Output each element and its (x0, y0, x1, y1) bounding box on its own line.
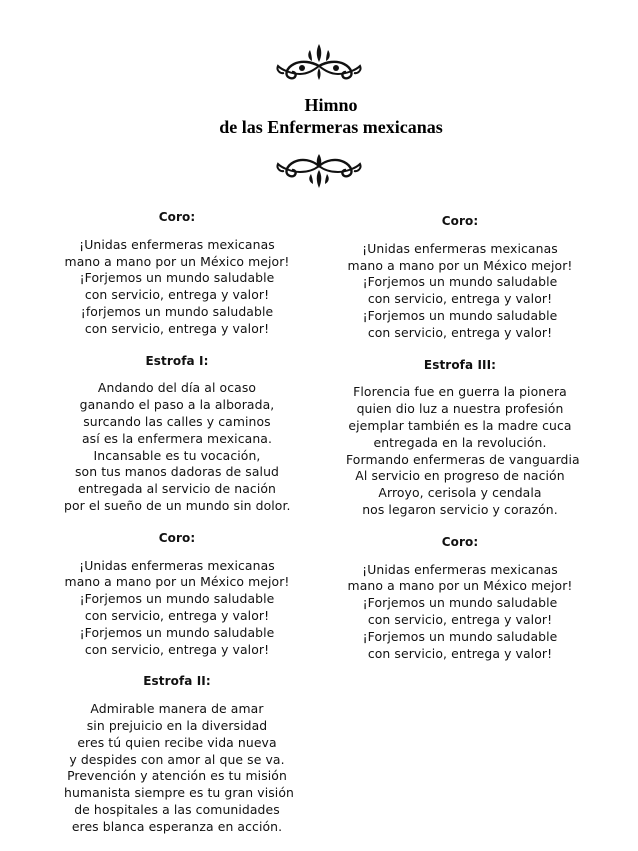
verse-line: con servicio, entrega y valor! (367, 645, 553, 661)
verse-line: con servicio, entrega y valor! (367, 611, 553, 627)
stanza-heading: Coro: (441, 214, 479, 228)
verse-line: surcando las calles y caminos (83, 413, 271, 429)
verse-line: de hospitales a las comunidades (74, 801, 280, 817)
verse-line: Al servicio en progreso de nación (355, 468, 565, 484)
stanza (64, 209, 290, 338)
stanza-heading: Estrofa I: (145, 353, 209, 368)
verse-line: ¡Forjemos un mundo saludable (79, 591, 275, 607)
verse-line: son tus manos dadoras de salud (74, 464, 280, 480)
left-column (64, 209, 294, 851)
verse-line: ¡Unidas enfermeras mexicanas (79, 236, 275, 252)
verse-line: y despides con amor al que se va. (69, 751, 285, 767)
verse-line: mano a mano por un México mejor! (347, 257, 573, 273)
verse-line: con servicio, entrega y valor! (84, 287, 270, 303)
verse-line: con servicio, entrega y valor! (367, 324, 553, 340)
verse-line: ¡Forjemos un mundo saludable (362, 628, 558, 644)
verse-line: ¡Forjemos un mundo saludable (79, 624, 275, 640)
verse-line: entregada en la revolución. (373, 434, 547, 450)
verse-line: humanista siempre es tu gran visión (64, 785, 294, 801)
stanza-heading: Estrofa II: (143, 674, 211, 689)
verse-line: Andando del día al ocaso (97, 380, 257, 396)
right-column (346, 213, 580, 677)
verse-line: mano a mano por un México mejor! (64, 253, 290, 269)
verse-line: ¡Unidas enfermeras mexicanas (79, 557, 275, 573)
verse-line: ¡Forjemos un mundo saludable (79, 270, 275, 286)
verse-line: con servicio, entrega y valor! (84, 641, 270, 657)
title-line-2: de las Enfermeras mexicanas (219, 117, 443, 137)
verse-line: entregada al servicio de nación (78, 481, 276, 497)
verse-line: Arroyo, cerisola y cendala (378, 485, 542, 501)
verse-line: ¡Forjemos un mundo saludable (362, 595, 558, 611)
verse-line: por el sueño de un mundo sin dolor. (64, 497, 291, 513)
flourish-top-icon (272, 40, 366, 86)
verse-line: sin prejuicio en la diversidad (86, 717, 268, 733)
flourish-bottom-icon (272, 148, 366, 190)
verse-line: eres blanca esperanza en acción. (71, 818, 283, 834)
stanza-heading: Coro: (158, 210, 196, 224)
verse-line: Formando enfermeras de vanguardia (346, 451, 580, 467)
stanza-heading: Estrofa III: (423, 357, 497, 372)
verse-line: quien dio luz a nuestra profesión (356, 401, 564, 417)
verse-line: así es la enfermera mexicana. (81, 430, 273, 446)
verse-line: Admirable manera de amar (90, 701, 264, 717)
stanza (346, 534, 574, 663)
verse-line: Prevención y atención es tu misión (67, 768, 287, 784)
stanza (64, 353, 290, 515)
stanza (346, 357, 580, 519)
verse-line: con servicio, entrega y valor! (367, 291, 553, 307)
verse-line: ¡Unidas enfermeras mexicanas (362, 561, 558, 577)
verse-line: con servicio, entrega y valor! (84, 607, 270, 623)
verse-line: ¡Unidas enfermeras mexicanas (362, 240, 558, 256)
verse-line: ejemplar también es la madre cuca (348, 417, 572, 433)
stanza (64, 530, 290, 659)
verse-line: Incansable es tu vocación, (93, 447, 261, 463)
verse-line: mano a mano por un México mejor! (347, 578, 573, 594)
verse-line: con servicio, entrega y valor! (84, 320, 270, 336)
verse-line: ¡Forjemos un mundo saludable (362, 307, 558, 323)
verse-line: eres tú quien recibe vida nueva (77, 734, 277, 750)
verse-line: ganando el paso a la alborada, (79, 397, 275, 413)
verse-line: Florencia fue en guerra la pionera (353, 384, 567, 400)
stanza (346, 213, 574, 342)
verse-line: nos legaron servicio y corazón. (362, 501, 558, 517)
stanza-heading: Coro: (158, 530, 196, 545)
verse-line: ¡forjemos un mundo saludable (80, 303, 274, 319)
verse-line: mano a mano por un México mejor! (64, 574, 290, 590)
title-line-1: Himno (304, 95, 358, 115)
stanza (64, 673, 294, 835)
stanza-heading: Coro: (441, 534, 479, 549)
verse-line: ¡Forjemos un mundo saludable (362, 274, 558, 290)
